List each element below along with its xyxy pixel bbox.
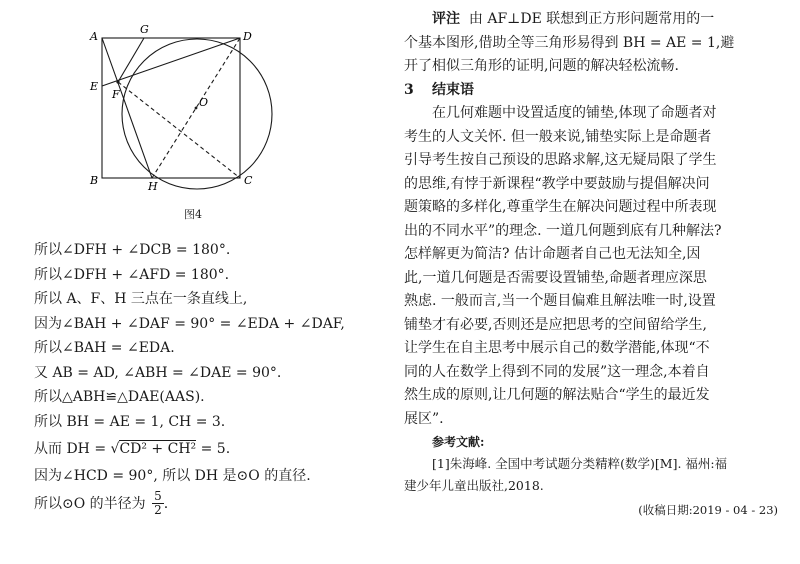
point-label-f: F <box>112 88 120 101</box>
point-label-h: H <box>148 180 158 193</box>
circle-o <box>122 39 272 189</box>
point-label-g: G <box>140 23 149 36</box>
point-label-e: E <box>90 80 99 93</box>
fraction <box>152 490 164 517</box>
proof-line: 所以∠DFH + ∠DCB = 180°. <box>34 242 231 258</box>
line-ed <box>102 38 240 86</box>
conclusion-line: 怎样解更为简洁? 估计命题者自己也无法知全,因 <box>404 246 701 262</box>
point-label-d: D <box>243 30 252 43</box>
proof-line: 所以 A、F、H 三点在一条直线上, <box>34 291 248 307</box>
comment-line: 个基本图形,借助全等三角形易得到 BH = AE = 1,避 <box>404 34 735 51</box>
conclusion-line: 题策略的多样化,尊重学生在解决问题过程中所表现 <box>404 199 717 215</box>
sqrt-line: 从而 DH = √CD² + CH² = 5. <box>34 441 231 457</box>
fraction-numerator: 5 <box>154 489 162 503</box>
proof <box>34 238 390 519</box>
conclusion-line: 让学生在自主思考中展示自己的数学潜能,体现“不 <box>404 340 710 356</box>
conclusion-line: 的思维,有悖于新课程“教学中要鼓励与提倡解决问 <box>404 175 710 192</box>
comment-first-line: 评注 由 AF⊥DE 联想到正方形问题常用的一 <box>432 11 715 27</box>
left-column <box>34 18 390 519</box>
proof-line: 所以△ABH≌△DAE(AAS). <box>34 389 205 405</box>
diameter-line: 因为∠HCD = 90°, 所以 DH 是⊙O 的直径. <box>34 468 311 484</box>
proof-line: 因为∠BAH + ∠DAF = 90° = ∠EDA + ∠DAF, <box>34 315 345 332</box>
conclusion-line: 同的人在数学上得到不同的发展”这一理念,本着自 <box>404 363 710 380</box>
conclusion-line: 此,一道几何题是否需要设置铺垫,命题者理应深思 <box>404 269 707 286</box>
comment-label: 评注 <box>432 11 460 27</box>
conclusion-line: 铺垫才有必要,否则还是应把思考的空间留给学生, <box>404 316 707 333</box>
conclusion-line: 熟虑. 一般而言,当一个题目偏难且解法唯一时,设置 <box>404 293 716 309</box>
conclusion-line: 出的不同水平”的理念. 一道几何题到底有几种解法? <box>404 222 722 239</box>
section-number: 3 <box>404 81 414 98</box>
section-heading <box>404 79 782 103</box>
proof-line: 所以∠BAH = ∠EDA. <box>34 340 175 356</box>
point-label-a: A <box>90 30 98 43</box>
sqrt-radicand: CD² + CH² <box>119 441 197 457</box>
figure-caption: 图4 <box>184 208 202 221</box>
reference-item: [1]朱海峰. 全国中考试题分类精粹(数学)[M]. 福州:福 <box>432 456 728 471</box>
point-label-b: B <box>90 174 99 187</box>
conclusion-line: 考生的人文关怀. 但一般来说,铺垫实际上是命题者 <box>404 128 712 145</box>
radius-line: 所以⊙O 的半径为 $\frac{5}{2}$ . <box>34 489 169 517</box>
figure-4-diagram <box>82 18 282 200</box>
conclusion-line: 在几何难题中设置适度的铺垫,体现了命题者对 <box>432 105 717 121</box>
references-heading: 参考文献: <box>432 435 485 449</box>
proof-line: 所以 BH = AE = 1, CH = 3. <box>34 413 226 430</box>
conclusion-line: 引导考生按自己预设的思路求解,这无疑局限了学生 <box>404 152 717 168</box>
proof-line: 又 AB = AD, ∠ABH = ∠DAE = 90°. <box>34 364 282 381</box>
line-ah <box>102 38 152 178</box>
conclusion-line: 然生成的原则,让几何题的解法贴合“学生的最近发 <box>404 387 710 403</box>
fraction-denominator: 2 <box>154 503 162 517</box>
point-label-o: O <box>199 96 209 109</box>
geometry-figure <box>34 18 390 228</box>
reference-item: 建少年儿童出版社,2018. <box>404 478 544 493</box>
comment-line: 开了相似三角形的证明,问题的解决轻松流畅. <box>404 58 679 74</box>
received-date: (收稿日期:2019 - 04 - 23) <box>638 503 778 517</box>
conclusion-line: 展区”. <box>404 410 444 427</box>
sqrt-sign: √ <box>110 441 120 457</box>
point-label-c: C <box>244 174 253 187</box>
line-fc <box>118 82 240 178</box>
section-title: 结束语 <box>432 81 474 98</box>
right-column <box>404 8 782 521</box>
proof-line: 所以∠DFH + ∠AFD = 180°. <box>34 266 230 283</box>
